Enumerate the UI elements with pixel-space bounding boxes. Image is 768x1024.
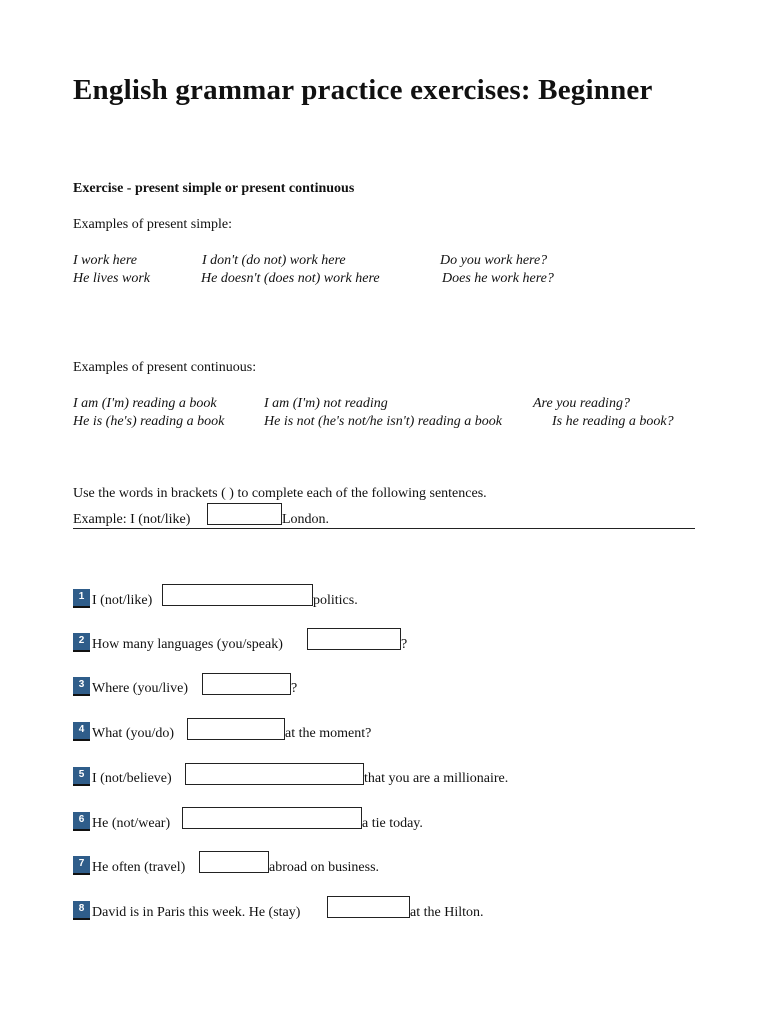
answer-field-1[interactable] <box>162 584 313 606</box>
simple-example: Do you work here? <box>440 253 548 268</box>
question-text: What (you/do) <box>92 726 175 741</box>
exercise-heading: Exercise - present simple or present continuous <box>73 181 355 196</box>
question-text: I (not/believe) <box>92 771 172 786</box>
question-number-badge: 2 <box>73 633 90 652</box>
question-suffix: at the moment? <box>285 726 372 741</box>
question-number-badge: 3 <box>73 677 90 696</box>
question-suffix: politics. <box>313 593 358 608</box>
question-text: He (not/wear) <box>92 816 171 831</box>
question-number-badge: 5 <box>73 767 90 786</box>
continuous-example: I am (I'm) not reading <box>264 396 388 411</box>
example-answer-field[interactable] <box>207 503 282 525</box>
example-prefix: Example: I (not/like) <box>73 512 191 527</box>
continuous-example: He is not (he's not/he isn't) reading a book <box>264 414 502 429</box>
answer-field-4[interactable] <box>187 718 285 740</box>
answer-field-5[interactable] <box>185 763 364 785</box>
answer-field-6[interactable] <box>182 807 362 829</box>
answer-field-8[interactable] <box>327 896 410 918</box>
continuous-example: He is (he's) reading a book <box>73 414 225 429</box>
question-suffix: abroad on business. <box>269 860 380 875</box>
question-suffix: that you are a millionaire. <box>364 771 509 786</box>
question-suffix: a tie today. <box>362 816 423 831</box>
present-continuous-label: Examples of present continuous: <box>73 360 257 375</box>
question-suffix: ? <box>291 681 298 696</box>
question-number-badge: 4 <box>73 722 90 741</box>
question-number-badge: 1 <box>73 589 90 608</box>
instructions: Use the words in brackets ( ) to complete each of the following sentences. <box>73 486 487 501</box>
question-text: How many languages (you/speak) <box>92 637 283 652</box>
answer-field-3[interactable] <box>202 673 291 695</box>
question-suffix: ? <box>401 637 408 652</box>
page-title: English grammar practice exercises: Beginner <box>73 74 653 106</box>
continuous-example: Is he reading a book? <box>552 414 674 429</box>
answer-field-7[interactable] <box>199 851 269 873</box>
continuous-example: I am (I'm) reading a book <box>73 396 217 411</box>
question-text: Where (you/live) <box>92 681 189 696</box>
question-number-badge: 6 <box>73 812 90 831</box>
simple-example: I work here <box>73 253 138 268</box>
simple-example: I don't (do not) work here <box>202 253 346 268</box>
example-suffix: London. <box>282 512 330 527</box>
question-text: David is in Paris this week. He (stay) <box>92 905 301 920</box>
simple-example: He lives work <box>73 271 150 286</box>
answer-field-2[interactable] <box>307 628 401 650</box>
simple-example: He doesn't (does not) work here <box>201 271 380 286</box>
question-text: I (not/like) <box>92 593 153 608</box>
divider <box>73 528 695 529</box>
simple-example: Does he work here? <box>442 271 554 286</box>
question-suffix: at the Hilton. <box>410 905 484 920</box>
question-number-badge: 8 <box>73 901 90 920</box>
question-text: He often (travel) <box>92 860 186 875</box>
question-number-badge: 7 <box>73 856 90 875</box>
continuous-example: Are you reading? <box>533 396 630 411</box>
present-simple-label: Examples of present simple: <box>73 217 233 232</box>
